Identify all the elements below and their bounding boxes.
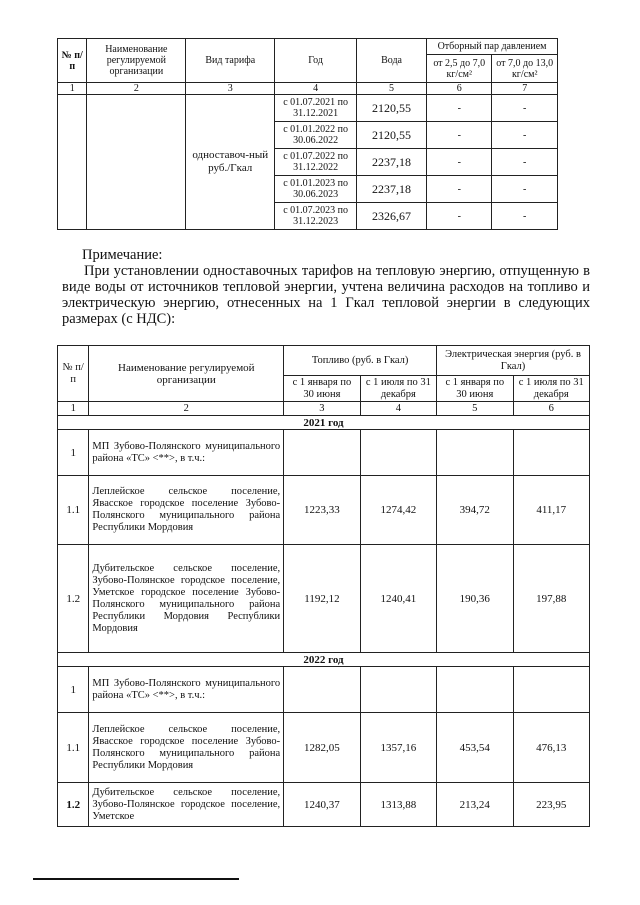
org-name: МП Зубово-Полянского муниципального района «ТС» <**>, в т.ч.: <box>89 430 284 476</box>
table-row <box>58 95 558 122</box>
value-cell: 476,13 <box>513 713 590 783</box>
value-cell: 197,88 <box>513 545 590 653</box>
steam-b-cell: - <box>492 149 558 176</box>
colnum: 7 <box>492 83 558 95</box>
col-steam-a-header: от 2,5 до 7,0 кг/см² <box>427 55 492 83</box>
colnum: 1 <box>58 83 87 95</box>
fuel-energy-table <box>57 345 590 827</box>
period-cell: с 01.07.2023 по 31.12.2023 <box>275 203 357 230</box>
col-year-header: Год <box>275 39 357 83</box>
table-row <box>58 667 590 713</box>
colnum: 6 <box>513 402 590 416</box>
value-cell <box>513 430 590 476</box>
year-label: 2022 год <box>58 653 590 667</box>
value-cell <box>284 667 360 713</box>
value-cell: 1282,05 <box>284 713 360 783</box>
period-cell: с 01.07.2022 по 31.12.2022 <box>275 149 357 176</box>
value-cell: 1192,12 <box>284 545 360 653</box>
colnum: 3 <box>284 402 360 416</box>
water-cell: 2120,55 <box>357 95 427 122</box>
col-num-header: № п/п <box>58 39 87 83</box>
value-cell <box>284 430 360 476</box>
year-row <box>58 653 590 667</box>
colnum: 5 <box>357 83 427 95</box>
colnum: 3 <box>186 83 275 95</box>
water-cell: 2237,18 <box>357 149 427 176</box>
steam-b-cell: - <box>492 176 558 203</box>
value-cell: 1274,42 <box>360 476 436 545</box>
value-cell: 213,24 <box>437 783 513 827</box>
col-water-header: Вода <box>357 39 427 83</box>
row-num-cell <box>58 95 87 230</box>
value-cell <box>437 430 513 476</box>
table-row <box>58 476 590 545</box>
water-cell: 2326,67 <box>357 203 427 230</box>
org-name: МП Зубово-Полянского муниципального района «ТС» <**>, в т.ч.: <box>89 667 284 713</box>
water-cell: 2237,18 <box>357 176 427 203</box>
row-org-cell <box>87 95 186 230</box>
col-steam-header: Отборный пар давлением <box>427 39 558 55</box>
value-cell <box>437 667 513 713</box>
period-cell: с 01.07.2021 по 31.12.2021 <box>275 95 357 122</box>
org-name: Леплейское сельское поселение, Явасское городское поселение Зубово-Полянского муниципального района Республики Мордовия <box>89 476 284 545</box>
org-name: Леплейское сельское поселение, Явасское городское поселение Зубово-Полянского муниципального района Республики Мордовия <box>89 713 284 783</box>
value-cell <box>360 667 436 713</box>
table-row <box>58 783 590 827</box>
tariff-type-cell: одноставоч-ный руб./Гкал <box>186 95 275 230</box>
table-row <box>58 545 590 653</box>
colnum: 4 <box>360 402 436 416</box>
steam-a-cell: - <box>427 203 492 230</box>
value-cell: 1240,37 <box>284 783 360 827</box>
steam-a-cell: - <box>427 95 492 122</box>
colnum: 4 <box>275 83 357 95</box>
note-block <box>62 247 590 327</box>
table-row <box>58 713 590 783</box>
steam-b-cell: - <box>492 122 558 149</box>
colnum: 1 <box>58 402 89 416</box>
colnum: 2 <box>87 83 186 95</box>
value-cell: 190,36 <box>437 545 513 653</box>
value-cell: 1223,33 <box>284 476 360 545</box>
row-num: 1 <box>58 430 89 476</box>
table-row <box>58 430 590 476</box>
period-cell: с 01.01.2022 по 30.06.2022 <box>275 122 357 149</box>
value-cell: 411,17 <box>513 476 590 545</box>
year-row <box>58 416 590 430</box>
steam-a-cell: - <box>427 122 492 149</box>
elec-h2-header: с 1 июля по 31 декабря <box>513 376 590 402</box>
org-name: Дубительское сельское поселение, Зубово-Полянское городское поселение, Уметское <box>89 783 284 827</box>
value-cell: 394,72 <box>437 476 513 545</box>
steam-b-cell: - <box>492 203 558 230</box>
row-num: 1.2 <box>58 545 89 653</box>
row-num: 1.1 <box>58 476 89 545</box>
year-label: 2021 год <box>58 416 590 430</box>
value-cell: 223,95 <box>513 783 590 827</box>
column-numbers-row <box>58 83 558 95</box>
value-cell: 1313,88 <box>360 783 436 827</box>
water-cell: 2120,55 <box>357 122 427 149</box>
steam-a-cell: - <box>427 176 492 203</box>
value-cell <box>513 667 590 713</box>
col-elec-header: Электрическая энергия (руб. в Гкал) <box>437 346 590 376</box>
scan-line-divider <box>33 878 239 880</box>
col-fuel-header: Топливо (руб. в Гкал) <box>284 346 437 376</box>
org-name: Дубительское сельское поселение, Зубово-Полянское городское поселение, Уметское городское поселение Зубово-Полянского муниципального района Республики Мордовия Республики Мордовия <box>89 545 284 653</box>
steam-b-cell: - <box>492 95 558 122</box>
tariff-table <box>57 38 558 230</box>
col-tariff-header: Вид тарифа <box>186 39 275 83</box>
fuel-h1-header: с 1 января по 30 июня <box>284 376 360 402</box>
col-num-header: № п/п <box>58 346 89 402</box>
value-cell: 1357,16 <box>360 713 436 783</box>
elec-h1-header: с 1 января по 30 июня <box>437 376 513 402</box>
fuel-h2-header: с 1 июля по 31 декабря <box>360 376 436 402</box>
col-org-header: Наименование регулируемой организации <box>87 39 186 83</box>
column-numbers-row <box>58 402 590 416</box>
colnum: 2 <box>89 402 284 416</box>
colnum: 5 <box>437 402 513 416</box>
period-cell: с 01.01.2023 по 30.06.2023 <box>275 176 357 203</box>
value-cell: 453,54 <box>437 713 513 783</box>
row-num: 1.2 <box>58 783 89 827</box>
col-org-header: Наименование регулируемой организации <box>89 346 284 402</box>
colnum: 6 <box>427 83 492 95</box>
value-cell: 1240,41 <box>360 545 436 653</box>
value-cell <box>360 430 436 476</box>
col-steam-b-header: от 7,0 до 13,0 кг/см² <box>492 55 558 83</box>
row-num: 1 <box>58 667 89 713</box>
steam-a-cell: - <box>427 149 492 176</box>
note-title: Примечание: <box>82 247 163 263</box>
row-num: 1.1 <box>58 713 89 783</box>
note-text: При установлении одноставочных тарифов на тепловую энергию, отпущенную в виде воды от источников тепловой энергии, учтена величина расходов на топливо и электрическую энергию, отнесенных на 1 Гкал тепловой энергии в следующих размерах (с НДС): <box>62 263 590 327</box>
